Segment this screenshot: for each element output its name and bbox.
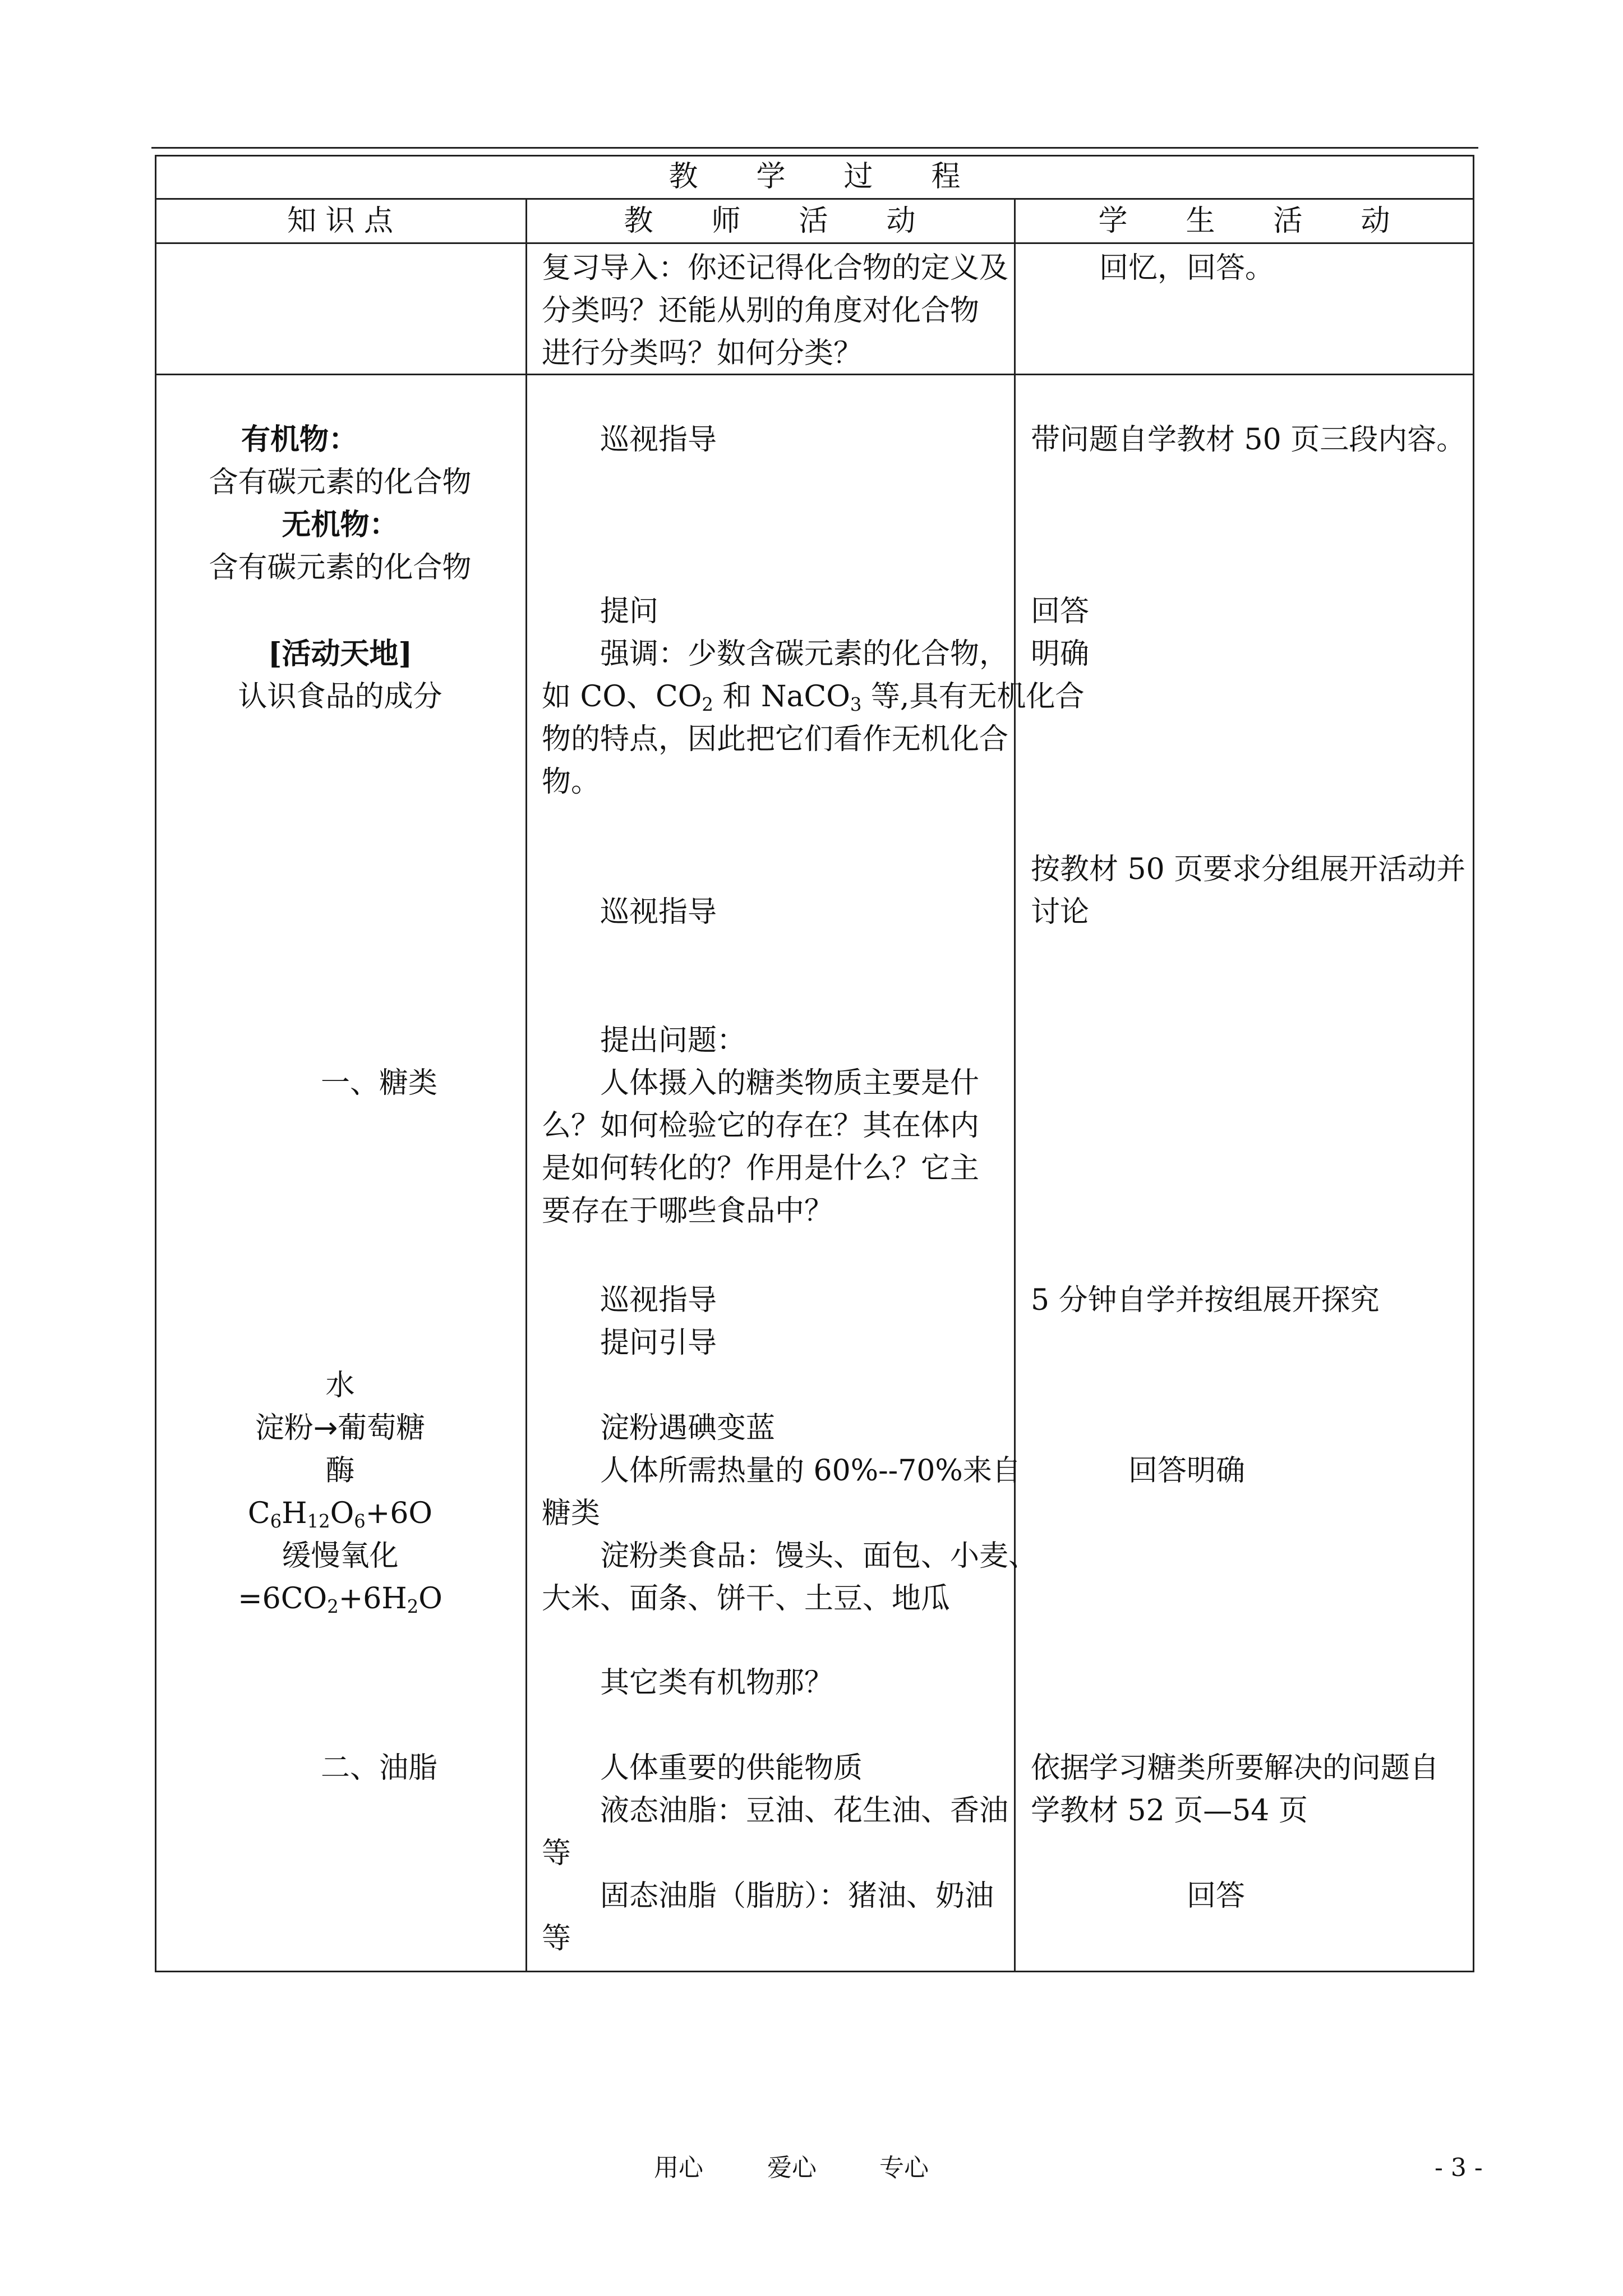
organic-title: 有机物： [241,422,358,457]
header-knowledge: 知 识 点 [287,204,394,238]
equation-oxidation: 缓慢氧化 [282,1539,399,1573]
intro-teacher-line: 复习导入：你还记得化合物的定义及 [542,251,1009,285]
student-self-study: 带问题自学教材 50 页三段内容。 [1031,423,1466,457]
footer-item: 专心 [879,2154,929,2182]
equation-products: $=6CO_2+6H_2O$ [238,1582,442,1618]
teacher-solid-fat-line: 等 [542,1922,571,1955]
formula-text: 如 CO、CO [542,680,702,714]
teacher-starch-foods-line: 淀粉类食品：馒头、面包、小麦、 [600,1539,1038,1573]
teacher-patrol: 巡视指导 [600,423,717,457]
intro-student: 回忆，回答。 [1099,251,1275,285]
teacher-energy-line: 人体所需热量的 60%--70%来自 [600,1454,1021,1488]
footer-item: 用心 [654,2154,703,2182]
header-student: 学 生 活 动 [1098,204,1390,238]
intro-teacher-line: 分类吗？还能从别的角度对化合物 [542,294,980,328]
student-explore: 5 分钟自学并按组展开探究 [1031,1283,1380,1317]
fat-section-title: 二、油脂 [321,1751,438,1785]
teacher-question-line: 么？如何检验它的存在？其在体内 [542,1109,980,1143]
table-divider [155,242,1474,244]
footer-item: 爱心 [767,2154,817,2182]
formula-text: 等,具有无机化合 [861,680,1085,714]
teacher-liquid-fat-line: 液态油脂：豆油、花生油、香油 [600,1794,1009,1828]
header-teacher: 教 师 活 动 [624,204,916,238]
teacher-liquid-fat-line: 等 [542,1837,571,1870]
header-rule [151,147,1478,149]
teacher-solid-fat-line: 固态油脂（脂肪）：猪油、奶油 [600,1879,994,1913]
student-answer: 回答 [1187,1879,1246,1913]
teacher-emphasis-line: 强调：少数含碳元素的化合物， [600,637,1009,671]
equation-starch-line [155,1407,525,1450]
teacher-emphasis-line: 物。 [542,765,601,799]
equation-glucose: 葡萄糖 [338,1411,426,1445]
column-divider [1014,198,1016,1972]
table-title: 教 学 过 程 [668,160,961,194]
inorganic-definition: 含有碳元素的化合物 [209,551,472,585]
intro-teacher-line: 进行分类吗？如何分类？ [542,337,863,370]
teacher-other: 其它类有机物那？ [600,1666,834,1700]
arrow-icon: → [313,1411,338,1445]
teacher-patrol: 巡视指导 [600,1283,717,1317]
inorganic-title: 无机物： [282,508,399,542]
teacher-question-line: 人体摄入的糖类物质主要是什 [600,1066,980,1100]
equation-glucose-formula: $C_6H_{12}O_6+6O$ [247,1497,433,1533]
column-divider [525,198,527,1972]
activity-title: [活动天地] [268,637,413,671]
student-group-line: 讨论 [1031,895,1090,929]
teacher-starch-foods-line: 大米、面条、饼干、土豆、地瓜 [542,1582,951,1616]
teacher-guide: 提问引导 [600,1326,717,1360]
teacher-iodine: 淀粉遇碘变蓝 [600,1411,776,1445]
equation-enzyme: 酶 [325,1454,355,1488]
page-number: - 3 - [1435,2154,1483,2182]
formula-text: 和 NaCO [713,680,850,714]
teacher-energy-line: 糖类 [542,1497,601,1530]
teacher-emphasis-line: 物的特点，因此把它们看作无机化合 [542,723,1009,756]
equation-water: 水 [325,1369,355,1402]
teacher-question-line: 是如何转化的？作用是什么？它主 [542,1152,980,1185]
teacher-questions-title: 提出问题： [600,1024,746,1057]
activity-text: 认识食品的成分 [238,680,442,714]
teacher-patrol: 巡视指导 [600,895,717,929]
student-answer-clarify: 回答明确 [1128,1454,1246,1488]
teacher-question-line: 要存在于哪些食品中？ [542,1194,834,1228]
teacher-fat-energy: 人体重要的供能物质 [600,1751,863,1785]
student-answer: 回答 [1031,595,1090,628]
organic-definition: 含有碳元素的化合物 [209,466,472,499]
sugar-section-title: 一、糖类 [321,1066,438,1100]
teacher-ask: 提问 [600,595,659,628]
teacher-emphasis-formula-line: 如 CO、$CO_2$ 和 NaCO$_3$ 等,具有无机化合 [542,680,1085,716]
equation-starch: 淀粉 [255,1411,313,1445]
student-fat-study-line: 依据学习糖类所要解决的问题自 [1031,1751,1440,1785]
student-group-line: 按教材 50 页要求分组展开活动并 [1031,853,1466,886]
student-fat-study-line: 学教材 52 页—54 页 [1031,1794,1308,1828]
student-clarify: 明确 [1031,637,1090,671]
